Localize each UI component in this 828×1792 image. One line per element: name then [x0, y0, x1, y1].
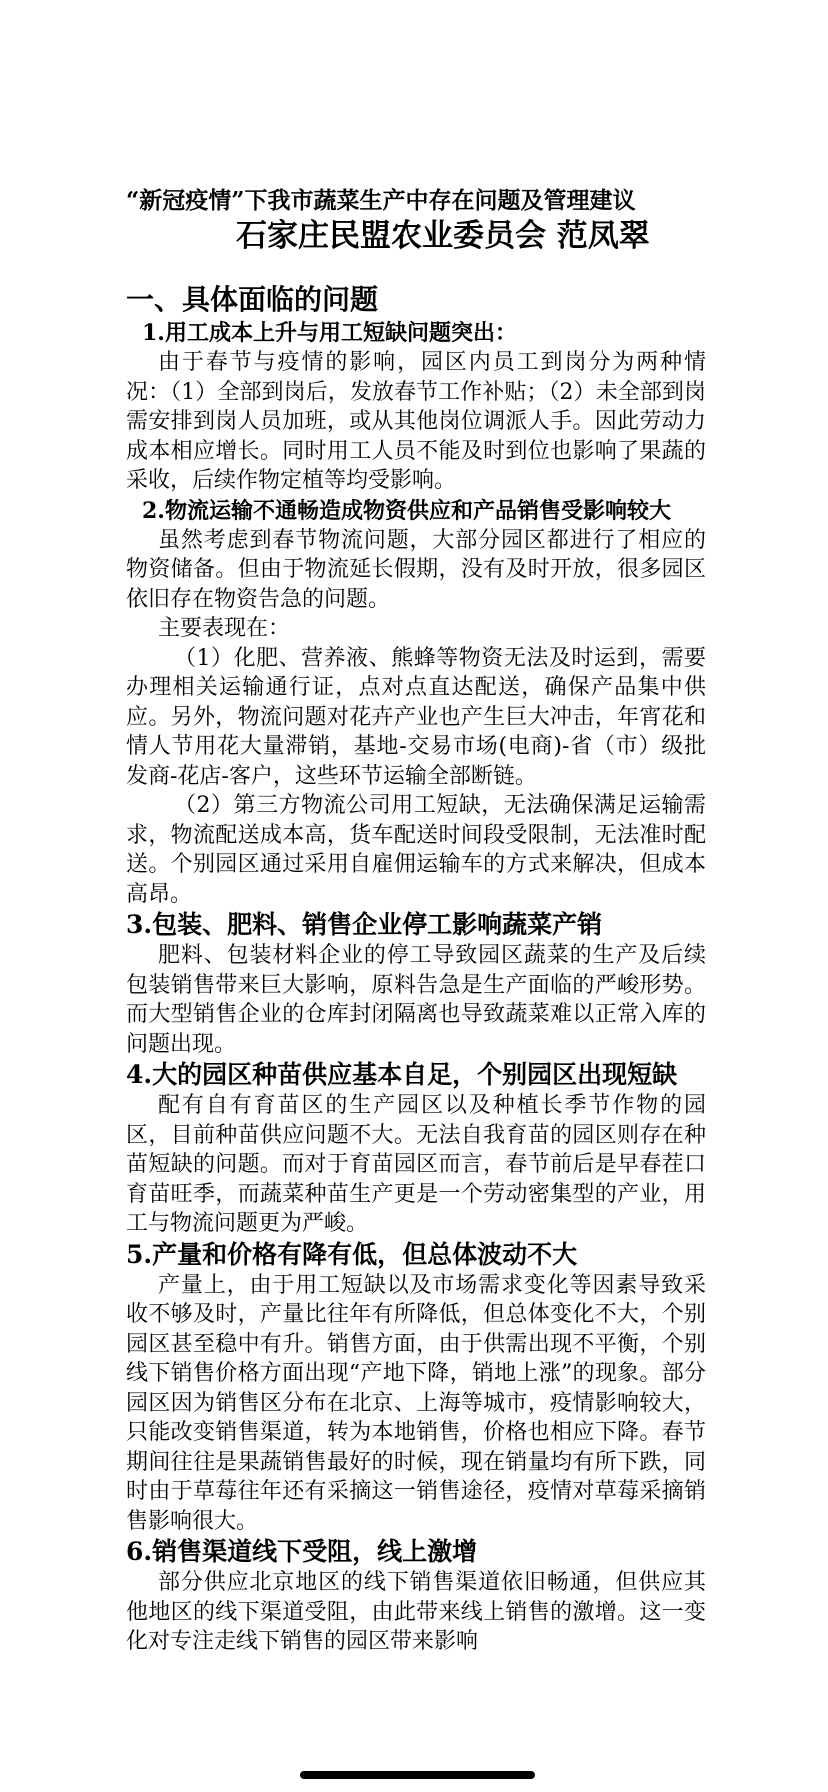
item1-paragraph: 由于春节与疫情的影响，园区内员工到岗分为两种情况：（1）全部到岗后，发放春节工作补贴；（2）未全部到岗需安排到岗人员加班，或从其他岗位调派人手。因此劳动力成本相应增长。同时用工人员不能及时到位也影响了果蔬的采收，后续作物定植等均受影响。 [126, 350, 706, 493]
item2-heading: 2.物流运输不通畅造成物资供应和产品销售受影响较大 [142, 497, 671, 524]
document-title: “新冠疫情”下我市蔬菜生产中存在问题及管理建议 [126, 187, 636, 214]
item3-paragraph: 肥料、包装材料企业的停工导致园区蔬菜的生产及后续包装销售带来巨大影响，原料告急是生产面临的严峻形势。而大型销售企业的仓库封闭隔离也导致蔬菜难以正常入库的问题出现。 [126, 943, 706, 1057]
document-page [126, 186, 706, 1657]
item3-heading: 3.包装、肥料、销售企业停工影响蔬菜产销 [126, 910, 603, 939]
item4-paragraph: 配有自有育苗区的生产园区以及种植长季节作物的园区，目前种苗供应问题不大。无法自我育苗的园区则存在种苗短缺的问题。而对于育苗园区而言，春节前后是早春茬口育苗旺季，而蔬菜种苗生产更是一个劳动密集型的产业，用工与物流问题更为严峻。 [126, 1093, 706, 1236]
item5-paragraph: 产量上，由于用工短缺以及市场需求变化等因素导致采收不够及时，产量比往年有所降低，但总体变化不大，个别园区甚至稳中有升。销售方面，由于供需出现不平衡，个别线下销售价格方面出现“产地下降，销地上涨”的现象。部分园区因为销售区分布在北京、上海等城市，疫情影响较大，只能改变销售渠道，转为本地销售，价格也相应下降。春节期间往往是果蔬销售最好的时候，现在销量均有所下跌，同时由于草莓往年还有采摘这一销售途径，疫情对草莓采摘销售影响很大。 [126, 1272, 706, 1534]
section-heading: 一、具体面临的问题 [126, 283, 379, 316]
item6-heading: 6.销售渠道线下受阻，线上激增 [126, 1537, 478, 1566]
home-indicator[interactable] [300, 1771, 535, 1779]
item4-heading: 4.大的园区种苗供应基本自足，个别园区出现短缺 [126, 1060, 678, 1089]
item2-paragraph: 虽然考虑到春节物流问题，大部分园区都进行了相应的物资储备。但由于物流延长假期，没有及时开放，很多园区依旧存在物资告急的问题。 [126, 527, 706, 612]
item6-paragraph: 部分供应北京地区的线下销售渠道依旧畅通，但供应其他地区的线下渠道受阻，由此带来线上销售的激增。这一变化对专注走线下销售的园区带来影响 [126, 1570, 706, 1654]
document-author: 石家庄民盟农业委员会 范凤翠 [236, 218, 650, 254]
item2-main: 主要表现在： [158, 616, 291, 641]
item5-heading: 5.产量和价格有降有低，但总体波动不大 [126, 1239, 578, 1269]
item2-sub1: （1）化肥、营养液、熊蜂等物资无法及时运到，需要办理相关运输通行证，点对点直达配送，确保产品集中供应。另外，物流问题对花卉产业也产生巨大冲击，年宵花和情人节用花大量滞销，基地-交易市场(电商)-省（市）级批发商-花店-客户，这些环节运输全部断链。 [126, 645, 706, 789]
item1-heading: 1.用工成本上升与用工短缺问题突出： [142, 320, 517, 346]
item2-sub2: （2）第三方物流公司用工短缺，无法确保满足运输需求，物流配送成本高，货车配送时间段受限制，无法准时配送。个别园区通过采用自雇佣运输车的方式来解决，但成本高昂。 [126, 793, 706, 907]
